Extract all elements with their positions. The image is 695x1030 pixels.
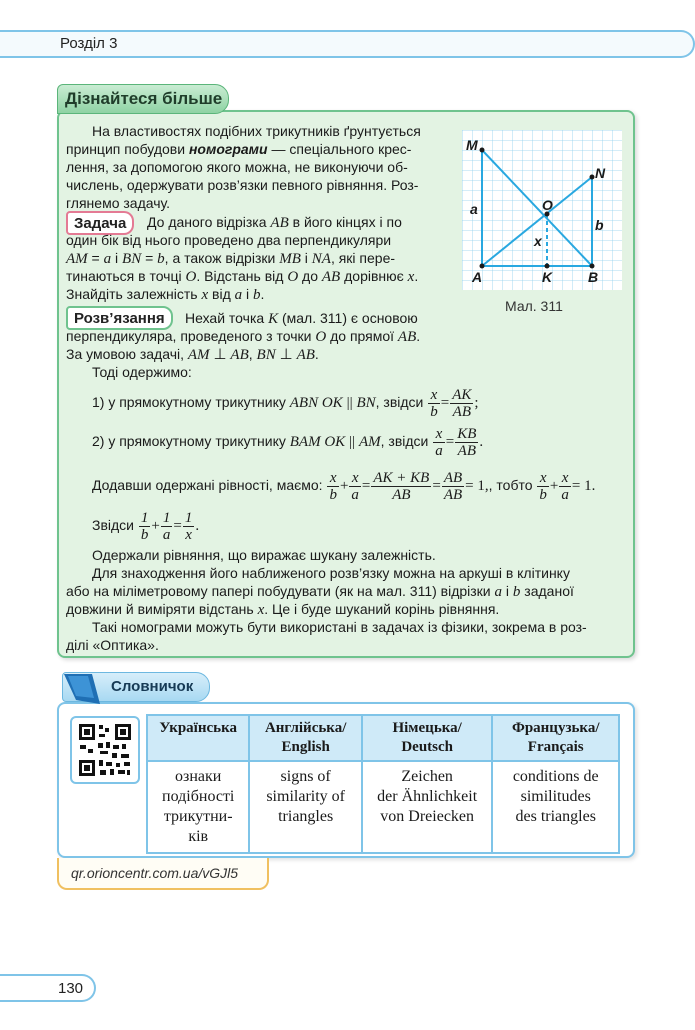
frac-sum-x-a: $\frac{x}{a}$ (351, 469, 359, 503)
paragraph-line-5: ділі «Оптика». (66, 637, 159, 653)
label-b-length: b (595, 217, 604, 233)
header-english: Англійська/ English (249, 715, 361, 761)
header-french: Французька/ Français (492, 715, 619, 761)
frac-kb-ab: $\frac{KB}{AB}$ (457, 425, 477, 459)
intro-line-4: числень, одержувати розв’язки певного рівняння. Роз- (66, 177, 419, 193)
label-n: N (595, 165, 606, 181)
cell-german: Zeichen der Ähnlichkeit von Dreiecken (362, 761, 493, 853)
task-line-2: один бік від нього проведено два перпендикуляри (66, 232, 392, 248)
label-m: M (466, 137, 478, 153)
frac-ak-ab: $\frac{AK}{AB}$ (452, 386, 472, 420)
qr-link[interactable]: qr.orioncentr.com.ua/vGJl5 (57, 858, 269, 890)
table-header-row (147, 715, 619, 761)
cell-french: conditions de similitudes des triangles (492, 761, 619, 853)
header-german: Німецька/ Deutsch (362, 715, 493, 761)
solution-line-4: Тоді одержимо: (92, 364, 192, 380)
solution-label: Розв’язання (66, 306, 173, 330)
paragraph-line-3: довжини й виміряти відстань x. Це і буде шуканий корінь рівняння. (66, 601, 500, 618)
page-header (0, 30, 695, 58)
frac-1-a: $\frac{1}{a}$ (162, 509, 171, 543)
intro-line-1: На властивостях подібних трикутників ґрунтується (92, 123, 421, 139)
label-k: K (542, 269, 553, 285)
learn-more-title: Дізнайтеся більше (57, 84, 229, 114)
task-line-5: Знайдіть залежність x від a і b. (66, 286, 265, 303)
frac-x-b: $\frac{x}{b}$ (430, 386, 438, 420)
dictionary-table (146, 714, 620, 854)
label-a: A (472, 269, 483, 285)
page-number: 130 (0, 974, 96, 1002)
task-line-3: AM = a і BN = b, а також відрізки MB і NA, які пере- (66, 250, 396, 267)
paragraph-line-1: Для знаходження його наближеного розв’язку можна на аркуші в клітинку (92, 565, 570, 581)
frac-ab-ab: $\frac{AB}{AB}$ (443, 469, 463, 503)
qr-code-icon (72, 718, 138, 782)
header-ukrainian: Українська (147, 715, 249, 761)
intro-line-5: глянемо задачу. (66, 195, 171, 211)
cell-ukrainian: ознаки подібності трикутни- ків (147, 761, 249, 853)
section-title: Розділ 3 (60, 35, 118, 52)
bookmark-icon (62, 672, 102, 706)
cell-english: signs of similarity of triangles (249, 761, 361, 853)
frac-res-x-b: $\frac{x}{b}$ (539, 469, 547, 503)
frac-sum-x-b: $\frac{x}{b}$ (329, 469, 337, 503)
step-2: 2) у прямокутному трикутнику BAM OK || AM, звідси $\frac{x}{a}$ = $\frac{KB}{AB}$ . (92, 425, 484, 459)
dictionary-title: Словничок (62, 672, 210, 702)
task-label: Задача (66, 211, 134, 235)
label-x-length: x (534, 233, 542, 249)
frac-1-x: $\frac{1}{x}$ (184, 509, 193, 543)
frac-res-x-a: $\frac{x}{a}$ (561, 469, 569, 503)
task-line-1: До даного відрізка AB в його кінцях і по (147, 214, 402, 231)
therefore-line: Звідси $\frac{1}{b}$ + $\frac{1}{a}$ = $\frac{1}{x}$ . (92, 509, 200, 543)
task-line-4: тинаються в точці O. Відстань від O до AB дорівнює x. (66, 268, 419, 285)
intro-line-2: принцип побудови номограми — спеціального крес- (66, 141, 412, 157)
point-a (480, 264, 485, 269)
nomogram-figure (462, 130, 622, 290)
frac-x-a: $\frac{x}{a}$ (435, 425, 443, 459)
step-1: 1) у прямокутному трикутнику ABN OK || BN, звідси $\frac{x}{b}$ = $\frac{AK}{AB}$ ; (92, 386, 479, 420)
point-k (545, 264, 550, 269)
frac-1-b: $\frac{1}{b}$ (140, 509, 149, 543)
solution-line-3: За умовою задачі, AM ⊥ AB, BN ⊥ AB. (66, 346, 319, 363)
qr-code[interactable] (70, 716, 140, 784)
point-n (590, 175, 595, 180)
figure-caption: Мал. 311 (505, 298, 563, 314)
solution-line-2: перпендикуляра, проведеного з точки O до прямої AB. (66, 328, 421, 345)
intro-line-3: лення, за допомогою якого можна, не виконуючи об- (66, 159, 408, 175)
label-a-length: a (470, 201, 478, 217)
solution-line-1: Нехай точка K (мал. 311) є основою (185, 310, 418, 327)
point-b (590, 264, 595, 269)
label-b: B (588, 269, 599, 285)
point-m (480, 148, 485, 153)
frac-akkb-ab: $\frac{AK + KB}{AB}$ (373, 469, 430, 503)
paragraph-line-4: Такі номограми можуть бути використані в задачах із фізики, зокрема в роз- (92, 619, 587, 635)
table-row (147, 761, 619, 853)
result-line: Одержали рівняння, що виражає шукану залежність. (92, 547, 436, 563)
label-o: O (542, 197, 553, 213)
sum-line: Додавши одержані рівності, маємо: $\frac{x}{b}$ + $\frac{x}{a}$ = $\frac{AK + KB}{AB}$ = $\frac{AB}{AB}$ = 1,, тобто $\frac{x}{b}$ + $\frac{x}{a}$ = 1. (92, 469, 596, 503)
paragraph-line-2: або на міліметровому папері побудувати (як на мал. 311) відрізки a і b заданої (66, 583, 574, 600)
